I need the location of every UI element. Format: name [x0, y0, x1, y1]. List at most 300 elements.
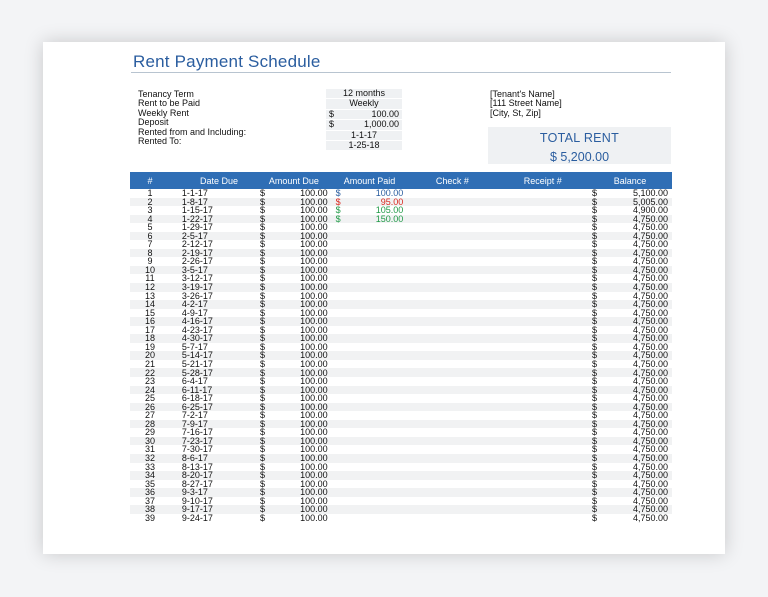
row-number: 31	[144, 444, 155, 455]
check-number-cell[interactable]	[407, 198, 497, 207]
balance-value: 4,750.00	[632, 478, 668, 489]
amount-paid-cell[interactable]	[332, 386, 408, 395]
check-number-cell[interactable]	[407, 471, 497, 480]
amount-paid-cell[interactable]	[332, 437, 408, 446]
tenant-name[interactable]: [Tenant's Name]	[490, 89, 555, 99]
amount-paid-cell[interactable]	[332, 514, 408, 523]
receipt-number-cell[interactable]	[498, 428, 588, 437]
check-number-cell[interactable]	[407, 411, 497, 420]
row-number: 3	[147, 205, 153, 216]
date-due-cell[interactable]: 8-6-17	[170, 454, 256, 463]
date-due-cell[interactable]: 4-23-17	[181, 324, 213, 335]
date-due-cell[interactable]: 5-28-17	[170, 368, 256, 377]
amount-paid-cell[interactable]	[332, 249, 408, 258]
receipt-number-cell[interactable]	[498, 223, 588, 232]
currency-symbol: $	[591, 512, 597, 523]
amount-paid-cell[interactable]	[332, 411, 408, 420]
row-number: 26	[130, 403, 170, 412]
row-number: 16	[130, 317, 170, 326]
column-header-balance: Balance	[588, 172, 672, 189]
check-number-cell[interactable]	[407, 232, 497, 241]
receipt-number-cell[interactable]	[498, 283, 588, 292]
amount-due-value: 100.00	[300, 222, 328, 233]
amount-due-value: 100.00	[300, 393, 328, 404]
date-due-cell[interactable]: 1-8-17	[170, 198, 256, 207]
currency-symbol: $	[260, 461, 266, 472]
row-number: 29	[144, 427, 155, 438]
balance-value: 4,750.00	[632, 487, 668, 498]
table-row	[130, 292, 672, 301]
currency-symbol: $	[591, 299, 597, 310]
amount-paid-cell[interactable]	[332, 497, 408, 506]
currency-symbol: $	[591, 196, 597, 207]
balance-value: 4,750.00	[632, 461, 668, 472]
date-due-cell[interactable]: 3-12-17	[181, 273, 213, 284]
check-number-cell[interactable]	[407, 445, 497, 454]
amount-due-value: 100.00	[300, 188, 328, 199]
amount-due-value: 100.00	[300, 487, 328, 498]
receipt-number-cell[interactable]	[498, 326, 588, 335]
receipt-number-cell[interactable]	[498, 274, 588, 283]
receipt-number-cell[interactable]	[498, 266, 588, 275]
date-due-cell[interactable]: 9-17-17	[170, 505, 256, 514]
balance-value: 4,750.00	[632, 299, 668, 310]
currency-symbol: $	[260, 393, 266, 404]
info-label: Weekly Rent	[138, 107, 189, 118]
currency-symbol: $	[591, 239, 597, 250]
currency-symbol: $	[335, 205, 341, 216]
balance-cell	[588, 514, 672, 523]
receipt-number-cell[interactable]	[498, 445, 588, 454]
receipt-number-cell[interactable]	[498, 309, 588, 318]
info-value-text: 1-1-17	[350, 129, 377, 140]
currency-symbol: $	[260, 273, 266, 284]
currency-symbol: $	[260, 427, 266, 438]
info-value-text: 12 months	[342, 88, 386, 98]
check-number-cell[interactable]	[407, 334, 497, 343]
date-due-cell[interactable]: 2-12-17	[181, 239, 213, 250]
date-due-cell[interactable]: 7-16-17	[181, 427, 213, 438]
check-number-cell[interactable]	[407, 309, 497, 318]
date-due-cell[interactable]: 4-30-17	[170, 334, 256, 343]
row-number: 34	[130, 471, 170, 480]
info-label: Tenancy Term	[138, 89, 194, 99]
balance-value: 4,750.00	[632, 418, 668, 429]
row-number: 23	[144, 376, 155, 387]
receipt-number-cell[interactable]	[498, 360, 588, 369]
amount-due-value: 100.00	[300, 324, 328, 335]
amount-paid-cell[interactable]	[332, 463, 408, 472]
check-number-cell[interactable]	[407, 300, 497, 309]
receipt-number-cell[interactable]	[498, 471, 588, 480]
row-number: 36	[130, 488, 170, 497]
row-number: 2	[130, 198, 170, 207]
amount-paid-cell[interactable]	[332, 360, 408, 369]
row-number: 35	[144, 478, 155, 489]
amount-paid-value: 150.00	[375, 213, 404, 224]
check-number-cell[interactable]	[407, 437, 497, 446]
check-number-cell[interactable]	[407, 326, 497, 335]
currency-symbol: $	[335, 188, 341, 199]
amount-due-value: 100.00	[300, 452, 328, 463]
date-due-cell[interactable]: 2-26-17	[181, 256, 213, 267]
amount-paid-cell[interactable]	[332, 292, 408, 301]
column-header-number: #	[130, 172, 170, 189]
currency-symbol: $	[335, 213, 341, 224]
amount-due-value: 100.00	[300, 273, 328, 284]
receipt-number-cell[interactable]	[498, 292, 588, 301]
amount-paid-cell[interactable]	[332, 403, 408, 412]
check-number-cell[interactable]	[407, 403, 497, 412]
row-number: 21	[144, 358, 155, 369]
date-due-cell[interactable]: 5-7-17	[181, 341, 208, 352]
amount-due-value: 100.00	[300, 512, 328, 523]
check-number-cell[interactable]	[407, 505, 497, 514]
currency-symbol: $	[260, 256, 266, 267]
receipt-number-cell[interactable]	[498, 411, 588, 420]
row-number: 30	[130, 437, 170, 446]
currency-symbol: $	[260, 239, 266, 250]
amount-paid-cell[interactable]	[332, 428, 408, 437]
check-number-cell[interactable]	[407, 368, 497, 377]
amount-paid-cell[interactable]	[332, 283, 408, 292]
date-due-cell[interactable]: 6-18-17	[181, 393, 213, 404]
amount-due-value: 100.00	[300, 367, 328, 378]
check-number-cell[interactable]	[407, 497, 497, 506]
receipt-number-cell[interactable]	[498, 368, 588, 377]
receipt-number-cell[interactable]	[498, 514, 588, 523]
amount-due-value: 100.00	[300, 316, 328, 327]
info-value-text: 100.00	[371, 108, 399, 119]
currency-symbol: $	[260, 418, 266, 429]
check-number-cell[interactable]	[407, 386, 497, 395]
receipt-number-cell[interactable]	[498, 249, 588, 258]
amount-paid-value: 100.00	[375, 188, 404, 199]
date-due-cell[interactable]: 9-10-17	[181, 495, 213, 506]
table-row	[130, 368, 672, 377]
check-number-cell[interactable]	[407, 274, 497, 283]
receipt-number-cell[interactable]	[498, 480, 588, 489]
check-number-cell[interactable]	[407, 463, 497, 472]
row-number: 38	[130, 505, 170, 514]
balance-value: 4,750.00	[632, 222, 668, 233]
date-due-cell[interactable]: 9-3-17	[170, 488, 256, 497]
balance-value: 4,750.00	[632, 470, 668, 481]
row-number: 22	[130, 368, 170, 377]
date-due-cell[interactable]: 1-22-17	[170, 215, 256, 224]
amount-paid-cell[interactable]	[332, 232, 408, 241]
row-number: 39	[144, 512, 155, 523]
currency-symbol: $	[591, 418, 597, 429]
amount-paid-cell[interactable]	[332, 377, 408, 386]
row-number: 11	[145, 273, 155, 284]
date-due-cell[interactable]: 8-20-17	[170, 471, 256, 480]
table-row	[130, 445, 672, 454]
row-number: 37	[144, 495, 155, 506]
row-number: 28	[130, 420, 170, 429]
page-title: Rent Payment Schedule	[133, 52, 321, 71]
receipt-number-cell[interactable]	[498, 386, 588, 395]
row-number: 1	[147, 188, 153, 199]
amount-due-value: 100.00	[300, 350, 328, 361]
date-due-cell[interactable]: 6-4-17	[181, 376, 208, 387]
check-number-cell[interactable]	[407, 257, 497, 266]
check-number-cell[interactable]	[407, 249, 497, 258]
info-label: Rent to be Paid	[138, 98, 201, 109]
receipt-number-cell[interactable]	[498, 420, 588, 429]
table-row	[130, 223, 672, 232]
date-due-cell[interactable]: 6-25-17	[170, 403, 256, 412]
info-value-end-date[interactable]	[326, 141, 402, 151]
check-number-cell[interactable]	[407, 223, 497, 232]
check-number-cell[interactable]	[407, 377, 497, 386]
date-due-cell[interactable]: 3-19-17	[170, 283, 256, 292]
check-number-cell[interactable]	[407, 420, 497, 429]
row-number: 8	[130, 249, 170, 258]
amount-paid-cell[interactable]	[332, 394, 408, 403]
receipt-number-cell[interactable]	[498, 488, 588, 497]
amount-due-value: 100.00	[300, 239, 328, 250]
amount-paid-cell[interactable]	[332, 454, 408, 463]
row-number: 14	[130, 300, 170, 309]
receipt-number-cell[interactable]	[498, 215, 588, 224]
amount-paid-cell[interactable]	[332, 368, 408, 377]
date-due-cell[interactable]: 3-26-17	[181, 290, 213, 301]
amount-due-cell[interactable]	[256, 514, 332, 523]
balance-value: 4,750.00	[632, 367, 668, 378]
currency-symbol: $	[591, 273, 597, 284]
currency-symbol: $	[260, 333, 266, 344]
tenant-address	[490, 90, 562, 118]
date-due-cell[interactable]: 4-2-17	[170, 300, 256, 309]
receipt-number-cell[interactable]	[498, 198, 588, 207]
receipt-number-cell[interactable]	[498, 377, 588, 386]
row-number: 7	[147, 239, 153, 250]
date-due-cell[interactable]: 5-21-17	[181, 358, 213, 369]
check-number-cell[interactable]	[407, 283, 497, 292]
currency-symbol: $	[591, 452, 597, 463]
amount-paid-cell[interactable]	[332, 300, 408, 309]
currency-symbol: $	[260, 495, 266, 506]
receipt-number-cell[interactable]	[498, 257, 588, 266]
receipt-number-cell[interactable]	[498, 334, 588, 343]
tenant-street[interactable]: [111 Street Name]	[490, 98, 562, 109]
check-number-cell[interactable]	[407, 206, 497, 215]
amount-paid-cell[interactable]	[332, 343, 408, 352]
amount-due-value: 100.00	[300, 401, 328, 412]
check-number-cell[interactable]	[407, 266, 497, 275]
receipt-number-cell[interactable]	[498, 497, 588, 506]
amount-paid-cell[interactable]	[332, 257, 408, 266]
receipt-number-cell[interactable]	[498, 343, 588, 352]
balance-value: 4,750.00	[632, 410, 668, 421]
currency-symbol: $	[591, 341, 597, 352]
date-due-cell[interactable]: 2-5-17	[170, 232, 256, 241]
receipt-number-cell[interactable]	[498, 463, 588, 472]
amount-paid-cell[interactable]	[332, 480, 408, 489]
currency-symbol: $	[591, 324, 597, 335]
check-number-cell[interactable]	[407, 394, 497, 403]
balance-value: 4,750.00	[632, 324, 668, 335]
check-number-cell[interactable]	[407, 454, 497, 463]
check-number-cell[interactable]	[407, 480, 497, 489]
balance-value: 4,750.00	[632, 401, 668, 412]
date-due-cell[interactable]: 5-14-17	[170, 351, 256, 360]
row-number: 6	[130, 232, 170, 241]
balance-value: 4,750.00	[632, 435, 668, 446]
currency-symbol: $	[591, 230, 597, 241]
amount-due-value: 100.00	[300, 290, 328, 301]
currency-symbol: $	[591, 478, 597, 489]
row-number: 33	[144, 461, 155, 472]
currency-symbol: $	[329, 119, 335, 130]
row-number: 32	[130, 454, 170, 463]
amount-paid-value: 95.00	[380, 196, 404, 207]
currency-symbol: $	[591, 213, 597, 224]
check-number-cell[interactable]	[407, 292, 497, 301]
amount-paid-cell[interactable]	[332, 309, 408, 318]
balance-value: 4,750.00	[632, 213, 668, 224]
balance-value: 4,750.00	[632, 256, 668, 267]
date-due-cell[interactable]: 1-15-17	[181, 205, 213, 216]
currency-symbol: $	[591, 222, 597, 233]
check-number-cell[interactable]	[407, 240, 497, 249]
amount-due-value: 100.00	[300, 205, 328, 216]
amount-due-value: 100.00	[300, 427, 328, 438]
currency-symbol: $	[591, 282, 597, 293]
check-number-cell[interactable]	[407, 360, 497, 369]
info-labels	[138, 90, 246, 146]
info-value-text: 1,000.00	[363, 119, 399, 130]
date-due-cell[interactable]: 8-27-17	[181, 478, 213, 489]
amount-paid-cell[interactable]	[332, 334, 408, 343]
table-row	[130, 334, 672, 343]
amount-due-value: 100.00	[300, 341, 328, 352]
amount-due-value: 100.00	[300, 299, 328, 310]
check-number-cell[interactable]	[407, 514, 497, 523]
date-due-cell[interactable]: 7-30-17	[181, 444, 213, 455]
date-due-cell[interactable]: 4-9-17	[181, 307, 208, 318]
currency-symbol: $	[260, 299, 266, 310]
column-header-date-due: Date Due	[170, 172, 256, 189]
date-due-cell[interactable]: 1-29-17	[181, 222, 213, 233]
amount-paid-cell[interactable]	[332, 240, 408, 249]
amount-paid-cell[interactable]	[332, 445, 408, 454]
amount-paid-cell[interactable]	[332, 317, 408, 326]
row-number: 27	[144, 410, 155, 421]
receipt-number-cell[interactable]	[498, 351, 588, 360]
tenant-city[interactable]: [City, St, Zip]	[490, 107, 541, 118]
table-row	[130, 403, 672, 412]
amount-paid-value: 105.00	[375, 205, 404, 216]
date-due-cell[interactable]: 6-11-17	[170, 386, 256, 395]
amount-due-value: 100.00	[300, 333, 328, 344]
receipt-number-cell[interactable]	[498, 189, 588, 198]
receipt-number-cell[interactable]	[498, 437, 588, 446]
check-number-cell[interactable]	[407, 343, 497, 352]
check-number-cell[interactable]	[407, 215, 497, 224]
receipt-number-cell[interactable]	[498, 206, 588, 215]
amount-paid-cell[interactable]	[332, 420, 408, 429]
table-row	[130, 257, 672, 266]
total-rent-box	[488, 127, 671, 164]
currency-symbol: $	[591, 495, 597, 506]
amount-paid-cell[interactable]	[332, 274, 408, 283]
check-number-cell[interactable]	[407, 189, 497, 198]
currency-symbol: $	[260, 205, 266, 216]
balance-value: 4,750.00	[632, 427, 668, 438]
currency-symbol: $	[591, 367, 597, 378]
amount-due-value: 100.00	[300, 376, 328, 387]
receipt-number-cell[interactable]	[498, 232, 588, 241]
balance-value: 4,750.00	[632, 239, 668, 250]
currency-symbol: $	[591, 487, 597, 498]
date-due-cell[interactable]: 7-23-17	[170, 437, 256, 446]
check-number-cell[interactable]	[407, 488, 497, 497]
date-due-cell[interactable]: 8-13-17	[181, 461, 213, 472]
check-number-cell[interactable]	[407, 317, 497, 326]
currency-symbol: $	[260, 367, 266, 378]
currency-symbol: $	[591, 410, 597, 421]
receipt-number-cell[interactable]	[498, 317, 588, 326]
amount-paid-cell[interactable]	[332, 505, 408, 514]
row-number: 9	[147, 256, 153, 267]
currency-symbol: $	[260, 324, 266, 335]
amount-paid-cell[interactable]	[332, 326, 408, 335]
date-due-cell[interactable]: 3-5-17	[170, 266, 256, 275]
date-due-cell[interactable]: 2-19-17	[170, 249, 256, 258]
date-due-cell[interactable]: 1-1-17	[181, 188, 208, 199]
row-number: 10	[130, 266, 170, 275]
balance-value: 4,750.00	[632, 444, 668, 455]
amount-paid-cell[interactable]	[332, 488, 408, 497]
check-number-cell[interactable]	[407, 428, 497, 437]
balance-value: 4,750.00	[632, 333, 668, 344]
row-number: 13	[144, 290, 155, 301]
date-due-cell[interactable]: 7-9-17	[170, 420, 256, 429]
table-row	[130, 300, 672, 309]
receipt-number-cell[interactable]	[498, 300, 588, 309]
date-due-cell[interactable]: 9-24-17	[181, 512, 213, 523]
receipt-number-cell[interactable]	[498, 240, 588, 249]
amount-paid-cell[interactable]	[332, 215, 408, 224]
date-due-cell[interactable]: 7-2-17	[181, 410, 208, 421]
amount-due-value: 100.00	[300, 461, 328, 472]
table-row	[130, 411, 672, 420]
amount-paid-cell[interactable]	[332, 351, 408, 360]
amount-due-value: 100.00	[300, 410, 328, 421]
currency-symbol: $	[591, 188, 597, 199]
receipt-number-cell[interactable]	[498, 394, 588, 403]
amount-paid-cell[interactable]	[332, 471, 408, 480]
table-body	[130, 189, 672, 522]
amount-due-value: 100.00	[300, 264, 328, 275]
receipt-number-cell[interactable]	[498, 454, 588, 463]
date-due-cell[interactable]: 4-16-17	[170, 317, 256, 326]
currency-symbol: $	[260, 222, 266, 233]
receipt-number-cell[interactable]	[498, 403, 588, 412]
balance-value: 4,750.00	[632, 341, 668, 352]
currency-symbol: $	[260, 196, 266, 207]
check-number-cell[interactable]	[407, 351, 497, 360]
amount-paid-cell[interactable]	[332, 266, 408, 275]
amount-paid-cell[interactable]	[332, 223, 408, 232]
receipt-number-cell[interactable]	[498, 505, 588, 514]
balance-value: 4,750.00	[632, 264, 668, 275]
balance-value: 4,750.00	[632, 376, 668, 387]
currency-symbol: $	[260, 230, 266, 241]
amount-due-value: 100.00	[300, 435, 328, 446]
